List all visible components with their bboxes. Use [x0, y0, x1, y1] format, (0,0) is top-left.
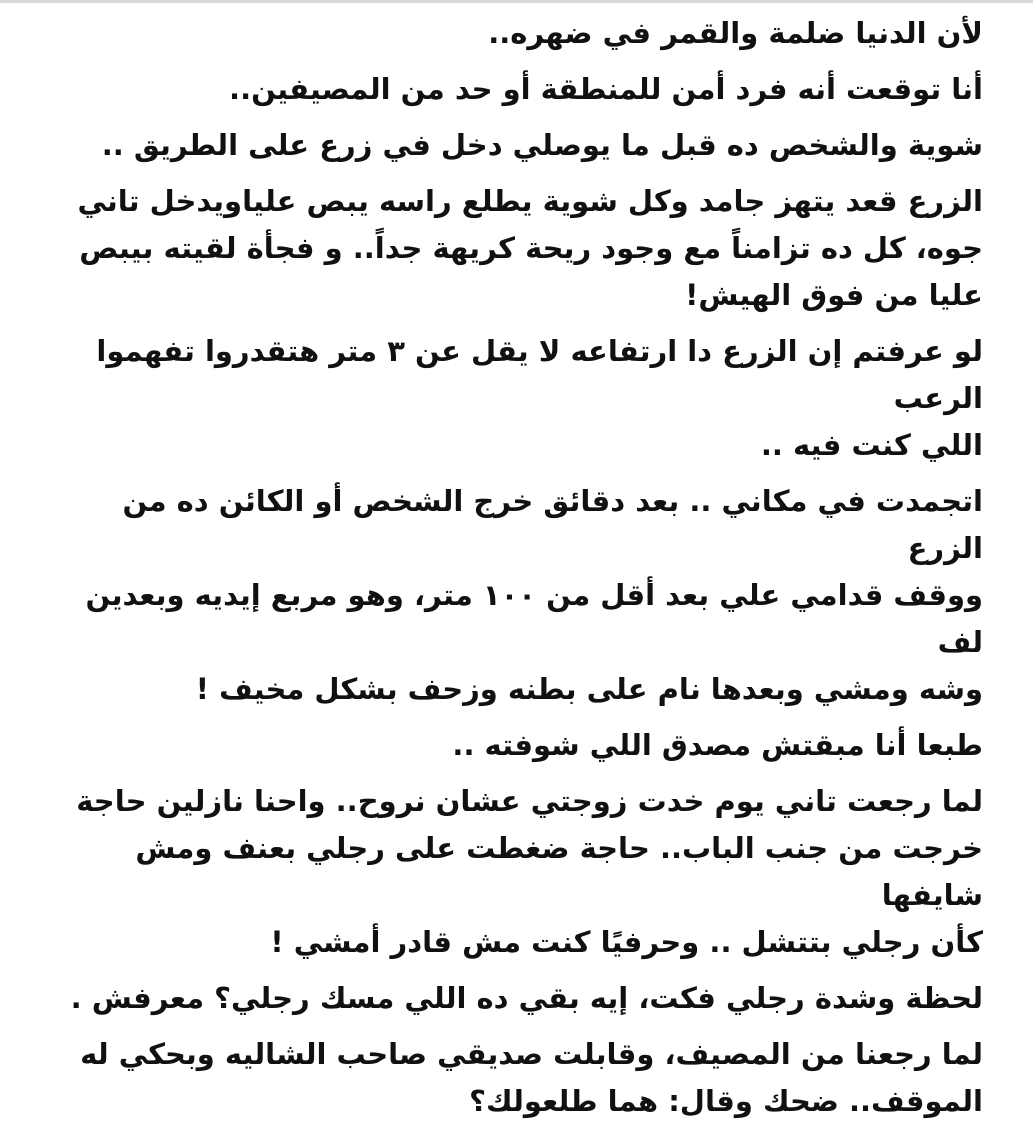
paragraph-3: شوية والشخص ده قبل ما يوصلي دخل في زرع على الطريق .. [101, 128, 983, 162]
top-divider [0, 0, 1033, 3]
paragraph-1: لأن الدنيا ضلمة والقمر في ضهره.. [488, 16, 983, 50]
paragraph-10: لما رجعنا من المصيف، وقابلت صديقي صاحب الشاليه وبحكي له الموقف.. ضحك وقال: هما طلعولك؟ [80, 1037, 983, 1118]
paragraph-6: اتجمدت في مكاني .. بعد دقائق خرج الشخص أو الكائن ده من الزرع ووقف قدامي علي بعد أقل من ١٠٠ متر، وهو مربع إيديه وبعدين لف وشه ومشي وبعدها نام على بطنه وزحف بشكل مخيف ! [85, 484, 983, 706]
paragraph-7: طبعا أنا مبقتش مصدق اللي شوفته .. [452, 728, 983, 762]
story-text-block [43, 10, 983, 1134]
paragraph-2: أنا توقعت أنه فرد أمن للمنطقة أو حد من المصيفين.. [229, 72, 983, 106]
paragraph-9: لحظة وشدة رجلي فكت، إيه بقي ده اللي مسك رجلي؟ معرفش . [70, 981, 983, 1015]
paragraph-5: لو عرفتم إن الزرع دا ارتفاعه لا يقل عن ٣ متر هتقدروا تفهموا الرعب اللي كنت فيه .. [96, 334, 983, 462]
paragraph-8: لما رجعت تاني يوم خدت زوجتي عشان نروح.. واحنا نازلين حاجة خرجت من جنب الباب.. حاجة ضغطت على رجلي بعنف ومش شايفها كأن رجلي بتتشل .. وحرفيًا كنت مش قادر أمشي ! [76, 784, 983, 959]
paragraph-4: الزرع قعد يتهز جامد وكل شوية يطلع راسه يبص علياويدخل تاني جوه، كل ده تزامناً مع وجود ريحة كريهة جداً.. و فجأة لقيته بيبص عليا من فوق الهيش! [77, 184, 983, 312]
